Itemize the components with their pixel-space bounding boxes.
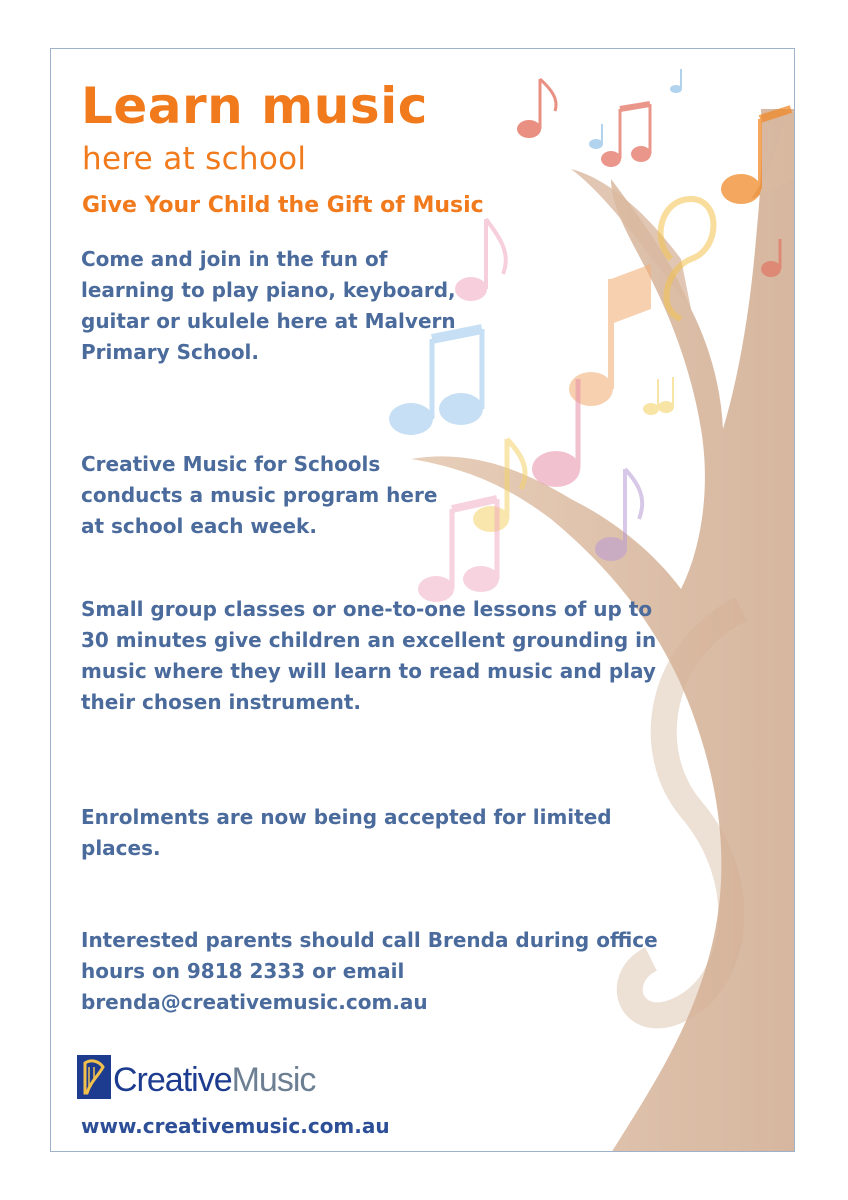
logo-word-creative: Creative xyxy=(113,1061,232,1099)
harp-logo-icon xyxy=(77,1055,111,1099)
logo-word-music: Music xyxy=(231,1061,316,1099)
creative-music-logo xyxy=(77,1049,315,1099)
flyer-subtitle: here at school xyxy=(82,141,307,177)
lessons-paragraph: Small group classes or one-to-one lessons of up to 30 minutes give children an excellent grounding in music where they will learn to read music and play their chosen instrument. xyxy=(81,597,657,714)
enrolments-paragraph: Enrolments are now being accepted for limited places. xyxy=(81,805,612,860)
contact-paragraph: Interested parents should call Brenda during office hours on 9818 2333 or email brenda@creativemusic.com.au xyxy=(81,928,658,1014)
flyer-tagline: Give Your Child the Gift of Music xyxy=(82,193,484,218)
flyer-frame xyxy=(50,48,795,1152)
website-link[interactable]: www.creativemusic.com.au xyxy=(81,1114,390,1138)
program-paragraph: Creative Music for Schools conducts a music program here at school each week. xyxy=(81,452,438,538)
intro-paragraph: Come and join in the fun of learning to play piano, keyboard, guitar or ukulele here at Malvern Primary School. xyxy=(81,247,456,364)
flyer-title: Learn music xyxy=(81,77,428,135)
